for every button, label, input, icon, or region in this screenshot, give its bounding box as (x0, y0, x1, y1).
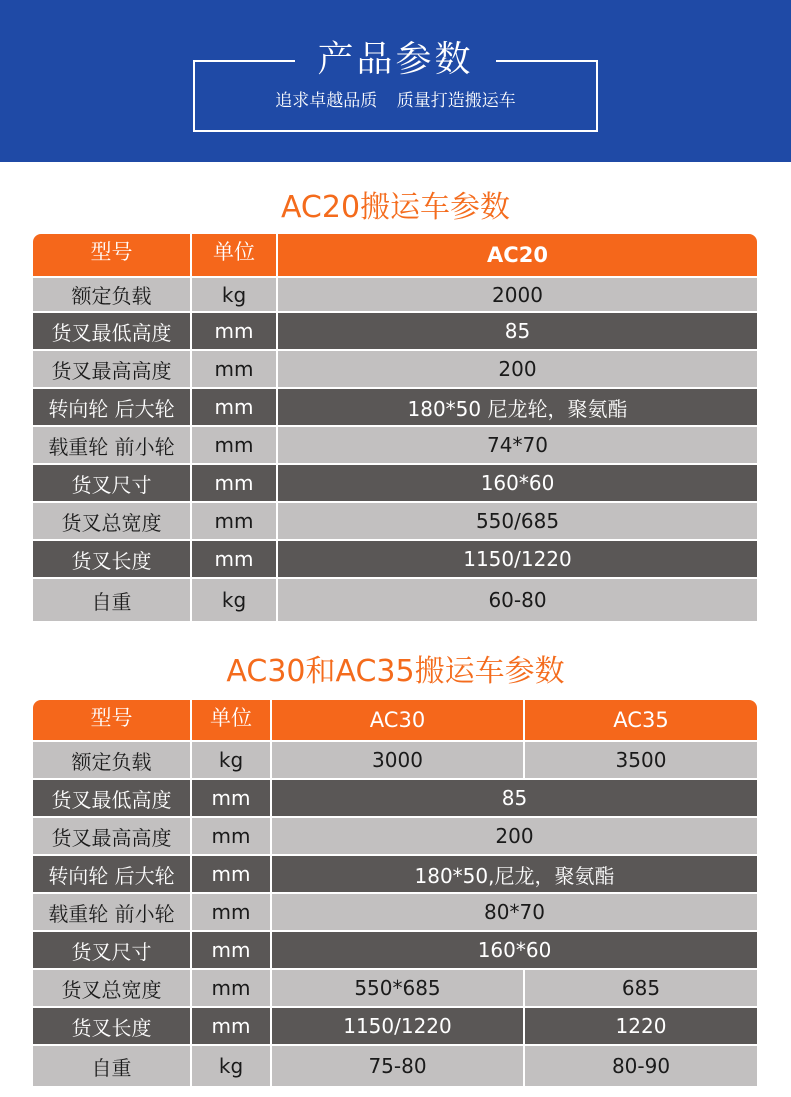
param-value-ac30: 550*685 (272, 970, 523, 1006)
param-name: 货叉尺寸 (33, 465, 190, 501)
table-row (33, 313, 757, 349)
param-unit: mm (192, 541, 276, 577)
param-unit: kg (192, 742, 270, 778)
header-banner (0, 0, 791, 162)
param-value: 160*60 (278, 465, 757, 501)
param-name: 货叉总宽度 (33, 970, 190, 1006)
param-unit: mm (192, 1008, 270, 1044)
param-name: 货叉长度 (33, 541, 190, 577)
param-value: 160*60 (272, 932, 757, 968)
header-model: 型号 (33, 700, 190, 740)
table-row (33, 894, 757, 930)
param-name: 额定负载 (33, 742, 190, 778)
header-ac30: AC30 (272, 700, 523, 740)
param-value-ac35: 1220 (525, 1008, 757, 1044)
param-name: 货叉最低高度 (33, 313, 190, 349)
param-value-ac30: 3000 (272, 742, 523, 778)
header-ac20: AC20 (278, 234, 757, 276)
table-row (33, 351, 757, 387)
header-unit: 单位 (192, 234, 276, 276)
table2-title: AC30和AC35搬运车参数 (226, 654, 565, 689)
param-name: 额定负载 (33, 278, 190, 311)
param-value-ac35: 685 (525, 970, 757, 1006)
table1-header-row (33, 234, 757, 276)
table-row (33, 1008, 757, 1044)
param-unit: kg (192, 278, 276, 311)
table-row (33, 503, 757, 539)
param-name: 货叉长度 (33, 1008, 190, 1044)
header-ac35: AC35 (525, 700, 757, 740)
param-unit: mm (192, 894, 270, 930)
param-value-ac35: 3500 (525, 742, 757, 778)
param-name: 自重 (33, 1046, 190, 1086)
header-unit: 单位 (192, 700, 270, 740)
param-value: 180*50 尼龙轮，聚氨酯 (278, 389, 757, 425)
param-unit: mm (192, 818, 270, 854)
param-value: 85 (272, 780, 757, 816)
param-unit: mm (192, 313, 276, 349)
param-unit: kg (192, 579, 276, 621)
param-value: 74*70 (278, 427, 757, 463)
param-name: 货叉总宽度 (33, 503, 190, 539)
page-title: 产品参数 (317, 39, 474, 80)
param-value: 1150/1220 (278, 541, 757, 577)
param-unit: mm (192, 932, 270, 968)
table-row (33, 818, 757, 854)
page-subtitle: 追求卓越品质 质量打造搬运车 (275, 91, 516, 111)
param-value: 200 (272, 818, 757, 854)
table1-title: AC20搬运车参数 (280, 190, 511, 225)
param-value: 60-80 (278, 579, 757, 621)
param-name: 货叉尺寸 (33, 932, 190, 968)
param-value: 550/685 (278, 503, 757, 539)
param-value: 85 (278, 313, 757, 349)
table-row (33, 389, 757, 425)
table-row (33, 780, 757, 816)
table-row (33, 742, 757, 778)
param-value: 80*70 (272, 894, 757, 930)
param-name: 货叉最高高度 (33, 351, 190, 387)
param-value: 2000 (278, 278, 757, 311)
param-unit: mm (192, 970, 270, 1006)
table-row (33, 541, 757, 577)
param-value-ac30: 1150/1220 (272, 1008, 523, 1044)
param-name: 载重轮 前小轮 (33, 894, 190, 930)
table-row (33, 1046, 757, 1086)
param-unit: mm (192, 389, 276, 425)
param-unit: mm (192, 427, 276, 463)
table-row (33, 579, 757, 621)
table-row (33, 465, 757, 501)
param-unit: mm (192, 465, 276, 501)
table2-header-row (33, 700, 757, 740)
param-value: 200 (278, 351, 757, 387)
table-row (33, 856, 757, 892)
param-value-ac30: 75-80 (272, 1046, 523, 1086)
param-name: 转向轮 后大轮 (33, 389, 190, 425)
param-unit: mm (192, 503, 276, 539)
table-row (33, 932, 757, 968)
param-name: 转向轮 后大轮 (33, 856, 190, 892)
table-row (33, 278, 757, 311)
param-value: 180*50,尼龙，聚氨酯 (272, 856, 757, 892)
param-unit: mm (192, 780, 270, 816)
param-name: 自重 (33, 579, 190, 621)
param-unit: mm (192, 351, 276, 387)
param-unit: mm (192, 856, 270, 892)
table-row (33, 970, 757, 1006)
param-value-ac35: 80-90 (525, 1046, 757, 1086)
param-name: 载重轮 前小轮 (33, 427, 190, 463)
param-name: 货叉最低高度 (33, 780, 190, 816)
table-row (33, 427, 757, 463)
param-unit: kg (192, 1046, 270, 1086)
param-name: 货叉最高高度 (33, 818, 190, 854)
header-model: 型号 (33, 234, 190, 276)
